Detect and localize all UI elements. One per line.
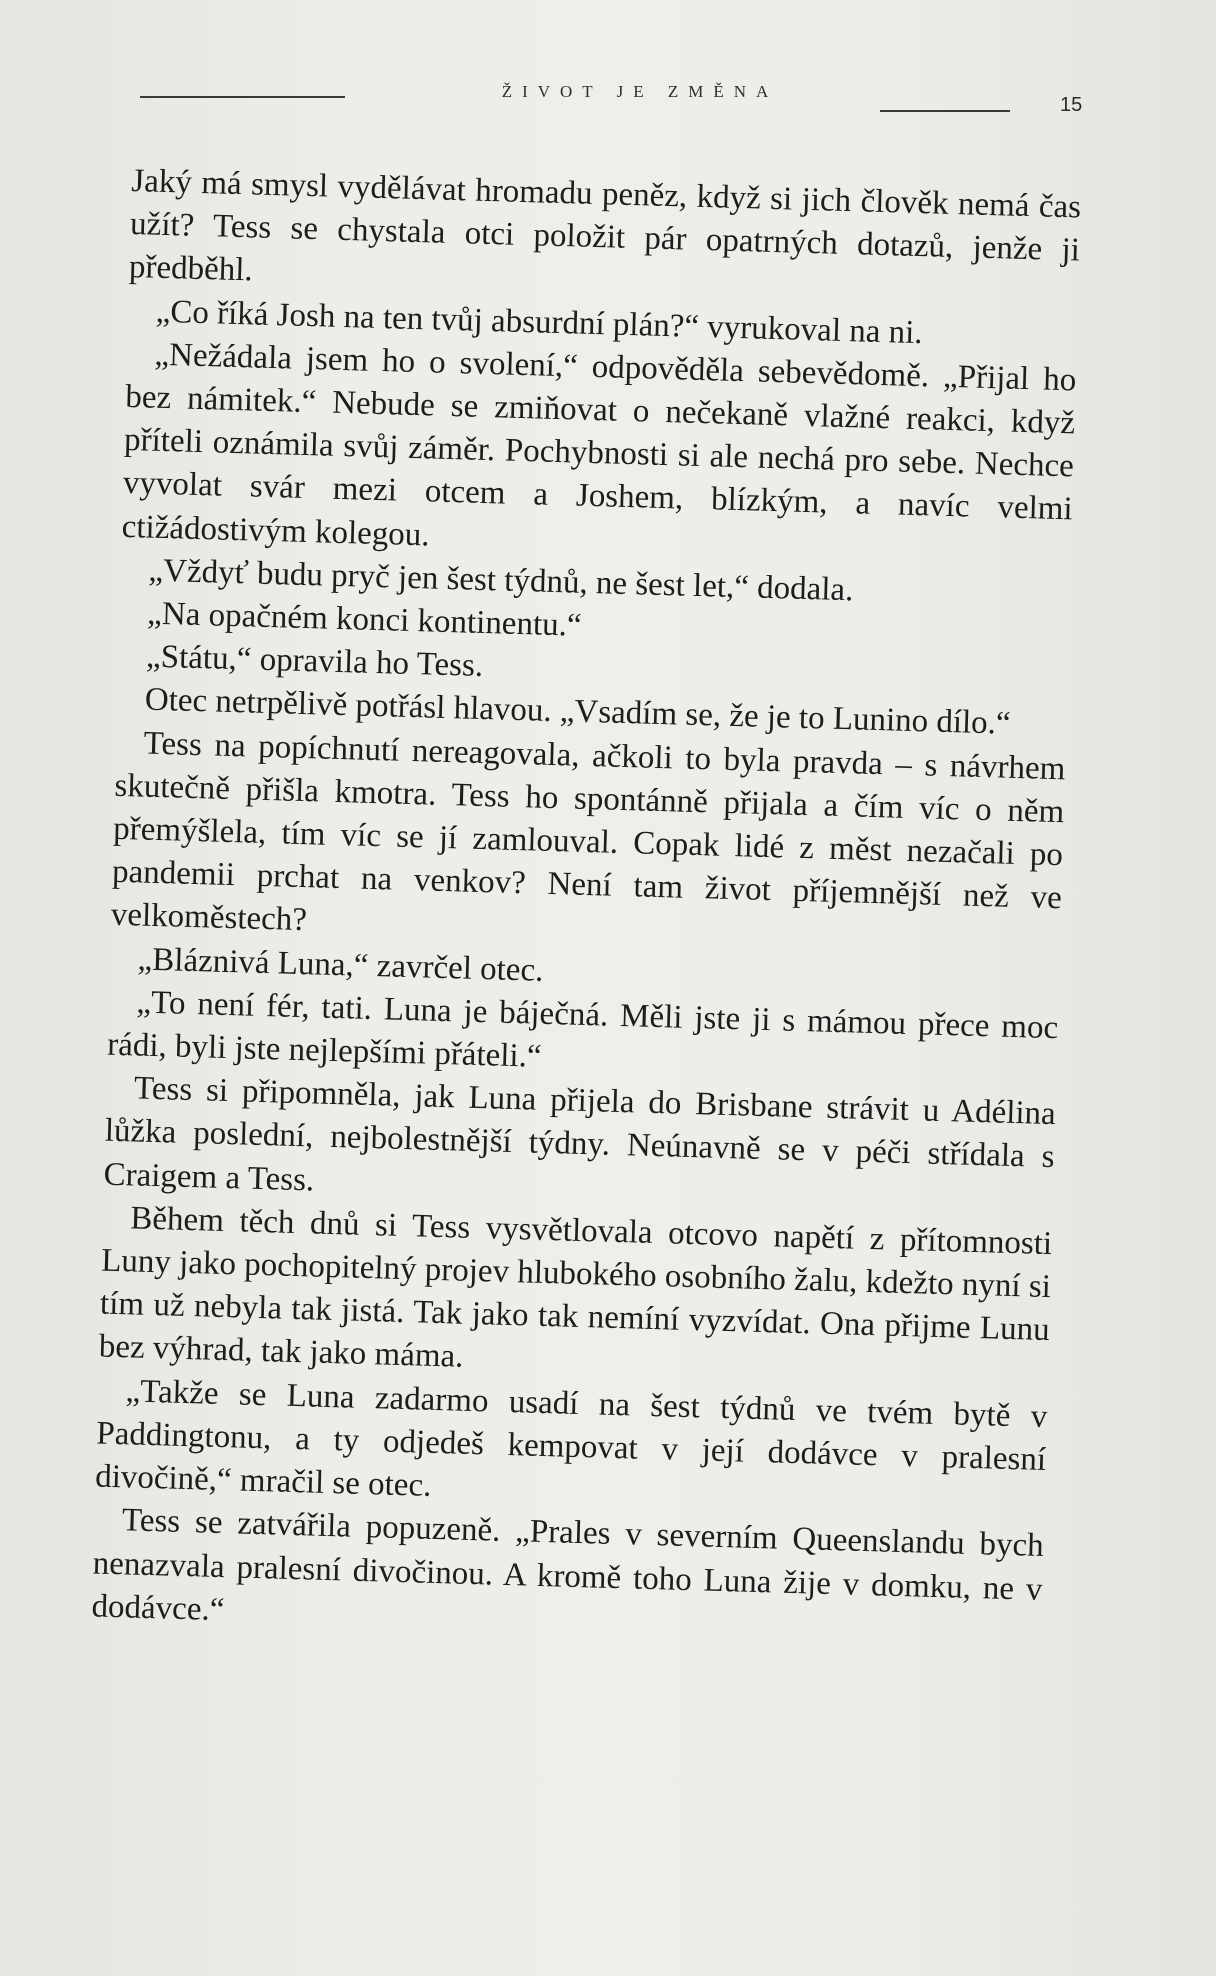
header-rule-left xyxy=(140,96,345,98)
paragraph: „To není fér, tati. Luna je báječná. Měli jste ji s mámou přece moc rádi, byli jste nejlepšími přáteli.“ xyxy=(106,984,1059,1075)
paragraph: Tess se zatvářila popuzeně. „Prales v severním Queenslandu bych nenazvala pralesní divočinou. A kromě toho Luna žije v domku, ne v dodávce.“ xyxy=(91,1502,1045,1628)
paragraph: „Bláznivá Luna,“ zavrčel otec. xyxy=(137,941,544,989)
paragraph: Během těch dnů si Tess vysvětlovala otcovo napětí z přítomnosti Luny jako pochopitelný projev hlubokého osobního žalu, kdežto nyní si tím už nebyla tak jistá. Tak jako tak nemíní vyzvídat. Ona přijme Lunu bez výhrad, tak jako máma. xyxy=(98,1200,1053,1376)
header-rule-right xyxy=(880,110,1010,112)
paragraph: „Na opačném konci kontinentu.“ xyxy=(146,595,583,644)
paragraph: „Státu,“ opravila ho Tess. xyxy=(145,638,484,685)
paragraph: Tess si připomněla, jak Luna přijela do Brisbane strávit u Adélina lůžka poslední, nejbolestnější týdny. Neúnavně se v péči střídala s Craigem a Tess. xyxy=(103,1070,1057,1199)
paragraph: Tess na popíchnutí nereagovala, ačkoli to byla pravda – s návrhem skutečně přišla kmotra. Tess ho spontánně přijala a čím víc o něm přemýšlela, tím víc se jí zamlouval. Copak lidé z měst nezačali po pandemii prchat na venkov? Není tam život příjemnější než ve velkoměstech? xyxy=(110,725,1066,939)
paragraph: „Nežádala jsem ho o svolení,“ odpověděla sebevědomě. „Přijal ho bez námitek.“ Nebude se zmiňovat o nečekaně vlažné reakci, když příteli oznámila svůj záměr. Pochybnosti si ale nechá pro sebe. Nechce vyvolat svár mezi otcem a Joshem, blízkým, a navíc velmi ctižádostivým kolegou. xyxy=(121,336,1077,554)
paragraph: Otec netrpělivě potřásl hlavou. „Vsadím se, že je to Lunino dílo.“ xyxy=(144,682,1012,743)
paragraph: „Vždyť budu pryč jen šest týdnů, ne šest let,“ dodala. xyxy=(148,552,854,609)
page-number: 15 xyxy=(1060,94,1083,116)
page-header xyxy=(140,82,1083,128)
paragraph: „Co říká Josh na ten tvůj absurdní plán?“ vyrukoval na ni. xyxy=(155,293,924,351)
paragraph: „Takže se Luna zadarmo usadí na šest týdnů ve tvém bytě v Paddingtonu, a ty odjedeš kempovat v její dodávce v pralesní divočině,“ mračil se otec. xyxy=(94,1372,1048,1504)
paragraph: Jaký má smysl vydělávat hromadu peněz, když si jich člověk nemá čas užít? Tess se chystala otci položit pár opatrných dotazů, jenže ji předběhl. xyxy=(128,162,1082,289)
running-title: ŽIVOT JE ZMĚNA xyxy=(501,82,779,101)
body-text xyxy=(91,160,1082,1655)
